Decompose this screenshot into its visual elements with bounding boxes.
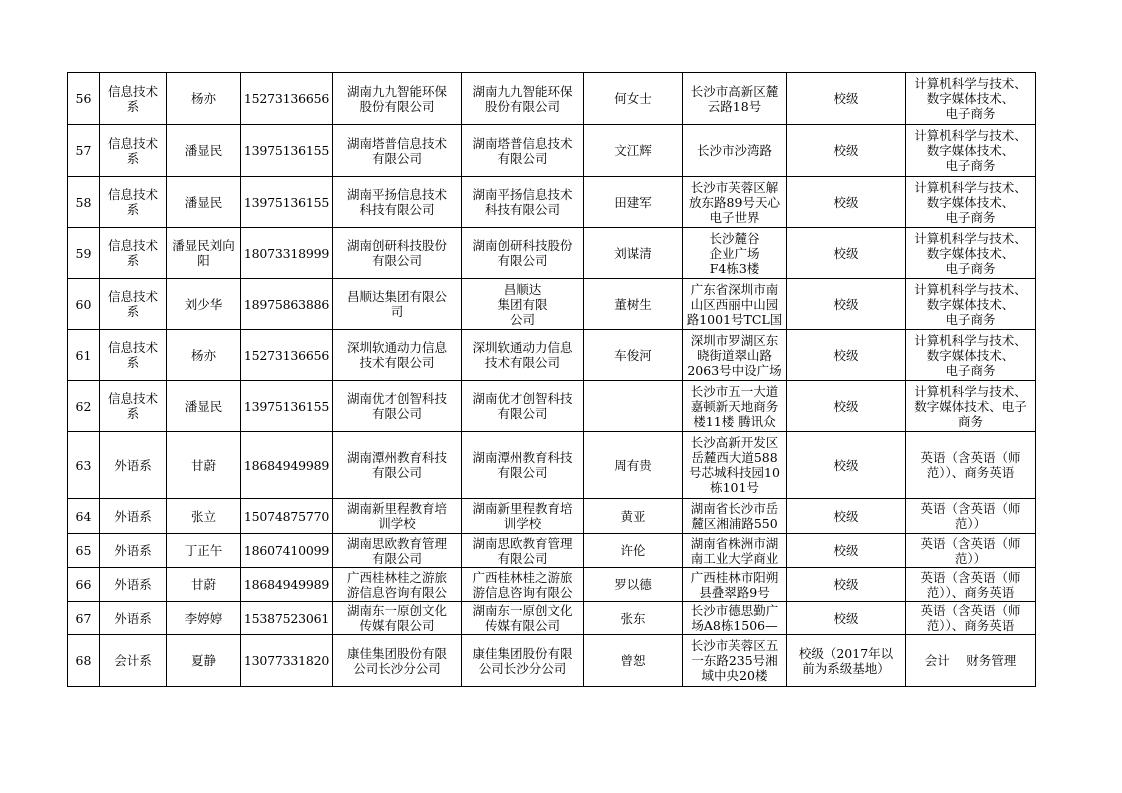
cell-teacher: 甘蔚 <box>167 432 241 499</box>
cell-phone: 18684949989 <box>241 432 333 499</box>
cell-dept: 外语系 <box>100 534 167 568</box>
cell-dept: 外语系 <box>100 499 167 534</box>
cell-contact: 何女士 <box>584 73 683 125</box>
cell-address: 长沙高新开发区 岳麓西大道588 号芯城科技园10 栋101号 <box>683 432 787 499</box>
table-row <box>68 228 1036 279</box>
cell-address: 长沙市芙蓉区五 一东路235号湘 域中央20楼 <box>683 635 787 687</box>
cell-majors: 英语（含英语（师 范））、商务英语 <box>906 432 1036 499</box>
cell-level: 校级 <box>787 125 906 177</box>
cell-no: 60 <box>68 279 100 330</box>
cell-majors: 计算机科学与技术、 数字媒体技术、 电子商务 <box>906 73 1036 125</box>
cell-level: 校级 <box>787 330 906 381</box>
cell-no: 56 <box>68 73 100 125</box>
cell-partner: 湖南九九智能环保 股份有限公司 <box>462 73 584 125</box>
cell-dept: 会计系 <box>100 635 167 687</box>
cell-level: 校级（2017年以 前为系级基地） <box>787 635 906 687</box>
cell-partner: 昌顺达 集团有限 公司 <box>462 279 584 330</box>
cell-company: 康佳集团股份有限 公司长沙分公司 <box>333 635 462 687</box>
cell-phone: 15273136656 <box>241 73 333 125</box>
cell-partner: 深圳软通动力信息 技术有限公司 <box>462 330 584 381</box>
cell-teacher: 刘少华 <box>167 279 241 330</box>
cell-no: 64 <box>68 499 100 534</box>
cell-partner: 湖南东一原创文化 传媒有限公司 <box>462 602 584 635</box>
cell-level: 校级 <box>787 568 906 602</box>
cell-majors: 英语（含英语（师 范）） <box>906 534 1036 568</box>
cell-dept: 外语系 <box>100 568 167 602</box>
cell-level: 校级 <box>787 432 906 499</box>
cell-address: 长沙市芙蓉区解 放东路89号天心 电子世界 <box>683 177 787 228</box>
cell-teacher: 潘显民 <box>167 177 241 228</box>
cell-majors: 英语（含英语（师 范））、商务英语 <box>906 602 1036 635</box>
cell-level: 校级 <box>787 534 906 568</box>
cell-partner: 湖南优才创智科技 有限公司 <box>462 381 584 432</box>
cell-contact: 田建军 <box>584 177 683 228</box>
table-row <box>68 635 1036 687</box>
table-row <box>68 73 1036 125</box>
cell-address: 长沙市德思勤广 场A8栋1506— <box>683 602 787 635</box>
cell-majors: 计算机科学与技术、 数字媒体技术、 电子商务 <box>906 279 1036 330</box>
cell-level: 校级 <box>787 381 906 432</box>
cell-phone: 18975863886 <box>241 279 333 330</box>
table-row <box>68 499 1036 534</box>
cell-phone: 13975136155 <box>241 177 333 228</box>
cell-company: 湖南平扬信息技术 科技有限公司 <box>333 177 462 228</box>
cell-majors: 会计 财务管理 <box>906 635 1036 687</box>
cell-phone: 15387523061 <box>241 602 333 635</box>
cell-level: 校级 <box>787 602 906 635</box>
cell-level: 校级 <box>787 228 906 279</box>
cell-address: 广西桂林市阳朔 县叠翠路9号 <box>683 568 787 602</box>
cell-dept: 信息技术 系 <box>100 279 167 330</box>
table-row <box>68 432 1036 499</box>
cell-contact: 董树生 <box>584 279 683 330</box>
table-row <box>68 568 1036 602</box>
cell-no: 67 <box>68 602 100 635</box>
cell-dept: 信息技术 系 <box>100 228 167 279</box>
cell-no: 57 <box>68 125 100 177</box>
cell-contact: 黄亚 <box>584 499 683 534</box>
cell-dept: 信息技术 系 <box>100 125 167 177</box>
cell-teacher: 甘蔚 <box>167 568 241 602</box>
table-row <box>68 381 1036 432</box>
cell-company: 湖南思欧教育管理 有限公司 <box>333 534 462 568</box>
cell-contact: 文江辉 <box>584 125 683 177</box>
cell-no: 59 <box>68 228 100 279</box>
cell-partner: 湖南潭州教育科技 有限公司 <box>462 432 584 499</box>
cell-company: 湖南潭州教育科技 有限公司 <box>333 432 462 499</box>
cell-contact: 刘谋清 <box>584 228 683 279</box>
cell-no: 58 <box>68 177 100 228</box>
cell-phone: 13975136155 <box>241 125 333 177</box>
cell-contact: 曾恕 <box>584 635 683 687</box>
cell-majors: 英语（含英语（师 范）） <box>906 499 1036 534</box>
cell-partner: 湖南新里程教育培 训学校 <box>462 499 584 534</box>
table-row <box>68 279 1036 330</box>
cell-dept: 外语系 <box>100 432 167 499</box>
cell-teacher: 丁正午 <box>167 534 241 568</box>
cell-teacher: 张立 <box>167 499 241 534</box>
cell-level: 校级 <box>787 279 906 330</box>
cell-teacher: 潘显民刘向 阳 <box>167 228 241 279</box>
cell-no: 66 <box>68 568 100 602</box>
table-row <box>68 534 1036 568</box>
cell-company: 昌顺达集团有限公 司 <box>333 279 462 330</box>
cell-partner: 湖南创研科技股份 有限公司 <box>462 228 584 279</box>
table-row <box>68 602 1036 635</box>
cell-address: 深圳市罗湖区东 晓街道翠山路 2063号中设广场 <box>683 330 787 381</box>
cell-teacher: 潘显民 <box>167 381 241 432</box>
cell-no: 63 <box>68 432 100 499</box>
cell-company: 湖南九九智能环保 股份有限公司 <box>333 73 462 125</box>
cell-no: 61 <box>68 330 100 381</box>
cell-majors: 计算机科学与技术、 数字媒体技术、 电子商务 <box>906 177 1036 228</box>
cell-no: 68 <box>68 635 100 687</box>
cell-partner: 湖南思欧教育管理 有限公司 <box>462 534 584 568</box>
cell-no: 62 <box>68 381 100 432</box>
cell-level: 校级 <box>787 499 906 534</box>
cell-teacher: 夏静 <box>167 635 241 687</box>
cell-phone: 18684949989 <box>241 568 333 602</box>
cell-contact: 车俊河 <box>584 330 683 381</box>
cell-address: 长沙市沙湾路 <box>683 125 787 177</box>
cell-dept: 信息技术 系 <box>100 73 167 125</box>
cell-majors: 计算机科学与技术、 数字媒体技术、 电子商务 <box>906 125 1036 177</box>
cell-level: 校级 <box>787 177 906 228</box>
cell-dept: 信息技术 系 <box>100 330 167 381</box>
cell-company: 深圳软通动力信息 技术有限公司 <box>333 330 462 381</box>
cell-company: 湖南塔普信息技术 有限公司 <box>333 125 462 177</box>
cell-no: 65 <box>68 534 100 568</box>
cell-contact: 周有贵 <box>584 432 683 499</box>
cell-phone: 15074875770 <box>241 499 333 534</box>
cell-majors: 计算机科学与技术、 数字媒体技术、 电子商务 <box>906 228 1036 279</box>
cell-dept: 信息技术 系 <box>100 177 167 228</box>
cell-partner: 湖南平扬信息技术 科技有限公司 <box>462 177 584 228</box>
cell-teacher: 李婷婷 <box>167 602 241 635</box>
cell-contact: 许伦 <box>584 534 683 568</box>
cell-address: 长沙市高新区麓 云路18号 <box>683 73 787 125</box>
cell-address: 广东省深圳市南 山区西丽中山园 路1001号TCL国 <box>683 279 787 330</box>
cell-contact <box>584 381 683 432</box>
cell-majors: 计算机科学与技术、 数字媒体技术、电子 商务 <box>906 381 1036 432</box>
table-row <box>68 125 1036 177</box>
cell-phone: 13975136155 <box>241 381 333 432</box>
cell-partner: 广西桂林桂之游旅 游信息咨询有限公 <box>462 568 584 602</box>
cell-phone: 18073318999 <box>241 228 333 279</box>
cell-partner: 康佳集团股份有限 公司长沙分公司 <box>462 635 584 687</box>
cell-address: 湖南省长沙市岳 麓区湘浦路550 <box>683 499 787 534</box>
cell-phone: 13077331820 <box>241 635 333 687</box>
cell-teacher: 潘显民 <box>167 125 241 177</box>
table-row <box>68 177 1036 228</box>
base-table <box>67 72 1036 687</box>
cell-teacher: 杨亦 <box>167 330 241 381</box>
cell-address: 湖南省株洲市湖 南工业大学商业 <box>683 534 787 568</box>
cell-company: 湖南优才创智科技 有限公司 <box>333 381 462 432</box>
cell-company: 湖南东一原创文化 传媒有限公司 <box>333 602 462 635</box>
cell-phone: 18607410099 <box>241 534 333 568</box>
cell-address: 长沙市五一大道 嘉顿新天地商务 楼11楼 腾讯众 <box>683 381 787 432</box>
cell-company: 湖南创研科技股份 有限公司 <box>333 228 462 279</box>
cell-majors: 计算机科学与技术、 数字媒体技术、 电子商务 <box>906 330 1036 381</box>
cell-contact: 张东 <box>584 602 683 635</box>
cell-majors: 英语（含英语（师 范））、商务英语 <box>906 568 1036 602</box>
cell-level: 校级 <box>787 73 906 125</box>
cell-teacher: 杨亦 <box>167 73 241 125</box>
cell-phone: 15273136656 <box>241 330 333 381</box>
cell-company: 湖南新里程教育培 训学校 <box>333 499 462 534</box>
cell-company: 广西桂林桂之游旅 游信息咨询有限公 <box>333 568 462 602</box>
table-row <box>68 330 1036 381</box>
cell-dept: 信息技术 系 <box>100 381 167 432</box>
cell-address: 长沙麓谷 企业广场 F4栋3楼 <box>683 228 787 279</box>
cell-partner: 湖南塔普信息技术 有限公司 <box>462 125 584 177</box>
cell-contact: 罗以德 <box>584 568 683 602</box>
cell-dept: 外语系 <box>100 602 167 635</box>
